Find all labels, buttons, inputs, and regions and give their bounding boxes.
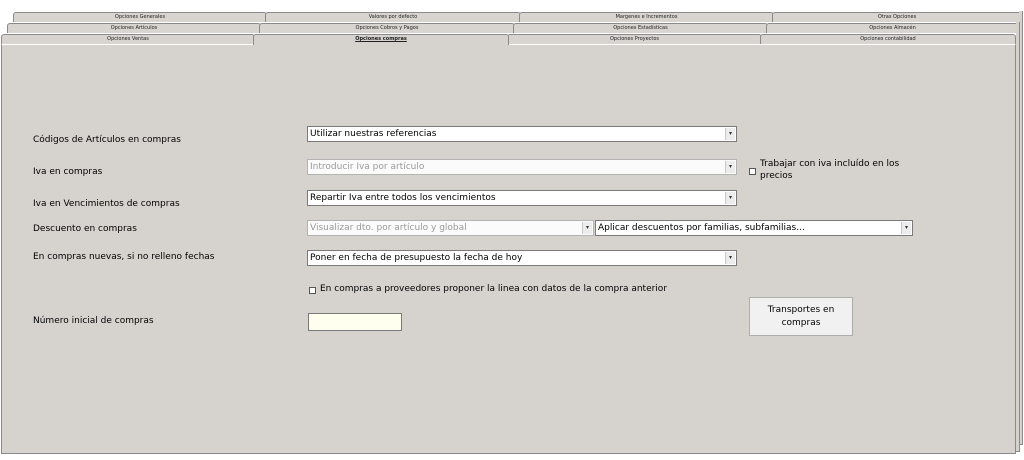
codigos-label: Códigos de Artículos en compras — [33, 135, 181, 145]
triangle-down-icon[interactable]: ▾ — [901, 222, 911, 234]
triangle-down-icon[interactable]: ▾ — [725, 161, 735, 173]
triangle-down-icon[interactable]: ▾ — [582, 222, 592, 234]
tab-row-1 — [0, 12, 1024, 22]
tab-opciones-almacen[interactable]: Opciones Almacén — [766, 23, 1019, 33]
tab-opciones-proyectos[interactable]: Opciones Proyectos — [507, 34, 762, 44]
tab-opciones-cobros-pagos[interactable]: Opciones Cobros y Pagos — [259, 23, 515, 33]
numero-inicial-input[interactable] — [308, 313, 402, 331]
iva-select[interactable] — [307, 159, 737, 175]
iva-label: Iva en compras — [33, 167, 103, 177]
tab-otras-opciones[interactable]: Otras Opciones — [772, 12, 1022, 22]
iva-venc-select[interactable] — [307, 190, 737, 206]
fechas-select[interactable] — [307, 250, 737, 266]
iva-incluido-checkbox[interactable] — [749, 168, 756, 175]
iva-venc-label: Iva en Vencimientos de compras — [33, 199, 180, 209]
descuento-select-1-value: Visualizar dto. por artículo y global — [310, 223, 467, 233]
tab-opciones-generales[interactable]: Opciones Generales — [13, 12, 267, 22]
proponer-linea-label: En compras a proveedores proponer la linea con datos de la compra anterior — [320, 284, 668, 294]
iva-incluido-label: Trabajar con iva incluído en los precios — [760, 159, 900, 181]
transportes-button[interactable] — [749, 297, 853, 336]
descuento-label: Descuento en compras — [33, 224, 137, 234]
numero-inicial-label: Número inicial de compras — [33, 316, 154, 326]
tab-opciones-ventas[interactable]: Opciones Ventas — [1, 34, 255, 44]
compras-options-panel — [1, 44, 1016, 454]
tab-opciones-estadisticas[interactable]: Opciones Estadísticas — [513, 23, 768, 33]
tab-row-3 — [0, 34, 1024, 44]
codigos-select-value: Utilizar nuestras referencias — [310, 129, 437, 139]
panel-shadow-middle — [1016, 22, 1020, 452]
tab-opciones-articulos[interactable]: Opciones Artículos — [7, 23, 261, 33]
tab-valores-por-defecto[interactable]: Valores por defecto — [265, 12, 521, 22]
fechas-label: En compras nuevas, si no relleno fechas — [33, 252, 215, 262]
proponer-linea-checkbox[interactable] — [309, 287, 316, 294]
descuento-select-2[interactable] — [595, 220, 913, 236]
iva-select-value: Introducir Iva por artículo — [310, 162, 425, 172]
tab-row-2 — [0, 23, 1024, 33]
transportes-button-label: Transportes en compras — [767, 304, 835, 328]
descuento-select-2-value: Aplicar descuentos por familias, subfamilias... — [598, 223, 805, 233]
triangle-down-icon[interactable]: ▾ — [725, 192, 735, 204]
tab-margenes-incrementos[interactable]: Margenes e Incrementos — [519, 12, 774, 22]
iva-venc-select-value: Repartir Iva entre todos los vencimientos — [310, 193, 496, 203]
tab-opciones-compras[interactable]: Opciones compras — [253, 34, 509, 45]
descuento-select-1[interactable] — [307, 220, 594, 236]
tab-opciones-contabilidad[interactable]: Opciones contabilidad — [760, 34, 1016, 44]
fechas-select-value: Poner en fecha de presupuesto la fecha de hoy — [310, 253, 523, 263]
triangle-down-icon[interactable]: ▾ — [725, 128, 735, 140]
codigos-select[interactable] — [307, 126, 737, 142]
triangle-down-icon[interactable]: ▾ — [725, 252, 735, 264]
